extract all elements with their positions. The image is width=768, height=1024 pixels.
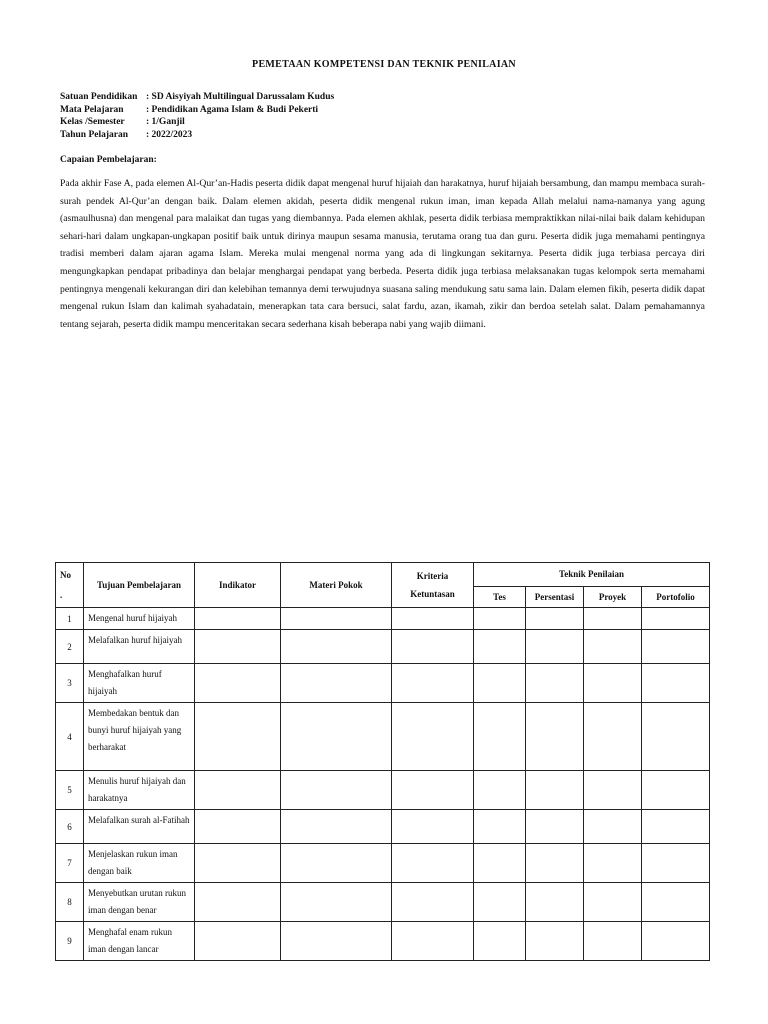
cell-kriteria	[392, 630, 474, 664]
cell-portofolio	[642, 883, 710, 922]
cell-presentasi	[526, 771, 584, 810]
table-row	[56, 810, 710, 844]
cell-presentasi	[526, 922, 584, 961]
cell-proyek	[584, 810, 642, 844]
table-row	[56, 883, 710, 922]
row-tujuan: Menghafalkan huruf hijaiyah	[84, 664, 195, 703]
row-tujuan: Melafalkan surah al-Fatihah	[84, 810, 195, 844]
cell-tes	[474, 844, 526, 883]
row-number: 6	[56, 810, 84, 844]
cell-materi	[281, 771, 392, 810]
cell-tes	[474, 608, 526, 630]
cell-materi	[281, 883, 392, 922]
cell-presentasi	[526, 883, 584, 922]
table-row	[56, 922, 710, 961]
row-tujuan: Menulis huruf hijaiyah dan harakatnya	[84, 771, 195, 810]
cell-proyek	[584, 922, 642, 961]
header-presentasi: Persentasi	[526, 586, 584, 607]
cell-proyek	[584, 771, 642, 810]
row-number: 1	[56, 608, 84, 630]
cell-proyek	[584, 703, 642, 771]
row-number: 2	[56, 630, 84, 664]
header-indikator: Indikator	[195, 563, 281, 608]
cell-portofolio	[642, 703, 710, 771]
page-title: PEMETAAN KOMPETENSI DAN TEKNIK PENILAIAN	[252, 59, 516, 70]
row-number: 7	[56, 844, 84, 883]
cell-portofolio	[642, 810, 710, 844]
cell-indikator	[195, 608, 281, 630]
row-tujuan: Menghafal enam rukun iman dengan lancar	[84, 922, 195, 961]
cell-materi	[281, 810, 392, 844]
row-tujuan: Melafalkan huruf hijaiyah	[84, 630, 195, 664]
cell-indikator	[195, 630, 281, 664]
meta-row-kelas	[60, 116, 334, 129]
table-row	[56, 703, 710, 771]
capaian-paragraph: Pada akhir Fase A, pada elemen Al-Qur’an-Hadis peserta didik dapat mengenal huruf hijaiah dan harakatnya, huruf hijaiah bersambung, dan mampu membaca surah-surah pendek Al-Qur’an dengan baik. Dalam elemen akidah, peserta didik mengenal rukun iman, iman kepada Allah melalui nama-namanya yang agung (asmaulhusna) dan mengenal para malaikat dan tugas yang diembannya. Pada elemen akhlak, peserta didik terbiasa mempraktikkan nilai-nilai baik dalam kehidupan sehari-hari dalam ungkapan-ungkapan positif baik untuk dirinya maupun sesama manusia, terutama orang tua dan guru. Peserta didik juga memahami pentingnya tradisi memberi dalam ajaran agama Islam. Mereka mulai mengenal norma yang ada di lingkungan sekitarnya. Peserta didik juga terbiasa percaya diri mengungkapkan pendapat pribadinya dan belajar menghargai pendapat yang berbeda. Peserta didik juga terbiasa melaksanakan tugas kelompok serta memahami pentingnya mengenali kekurangan diri dan kelebihan temannya demi terwujudnya suasana saling mendukung satu sama lain. Dalam elemen fikih, peserta didik dapat mengenal rukun Islam dan kalimah syahadatain, menerapkan tata cara bersuci, salat fardu, azan, ikamah, zikir dan berdoa setelah salat. Dalam pemahamannya tentang sejarah, peserta didik mampu menceritakan secara sederhana kisah beberapa nabi yang wajib diimani.	[60, 178, 705, 330]
meta-label: Satuan Pendidikan	[60, 92, 138, 102]
cell-materi	[281, 664, 392, 703]
header-no-dot: .	[60, 590, 63, 600]
meta-label: Mata Pelajaran	[60, 104, 124, 115]
row-tujuan: Menjelaskan rukun iman dengan baik	[84, 844, 195, 883]
cell-presentasi	[526, 664, 584, 703]
cell-tes	[474, 703, 526, 771]
table-row	[56, 608, 710, 630]
meta-value: : Pendidikan Agama Islam & Budi Pekerti	[146, 104, 319, 115]
cell-proyek	[584, 883, 642, 922]
header-no	[56, 563, 84, 608]
cell-tes	[474, 922, 526, 961]
cell-materi	[281, 922, 392, 961]
row-number: 8	[56, 883, 84, 922]
cell-indikator	[195, 810, 281, 844]
cell-indikator	[195, 922, 281, 961]
row-number: 3	[56, 664, 84, 703]
cell-indikator	[195, 771, 281, 810]
meta-label: Kelas /Semester	[60, 117, 125, 128]
cell-kriteria	[392, 844, 474, 883]
meta-row-tahun	[60, 129, 334, 142]
cell-tes	[474, 771, 526, 810]
cell-portofolio	[642, 844, 710, 883]
cell-presentasi	[526, 844, 584, 883]
document-meta	[60, 91, 334, 141]
cell-kriteria	[392, 883, 474, 922]
row-tujuan: Mengenal huruf hijaiyah	[84, 608, 195, 630]
cell-presentasi	[526, 703, 584, 771]
meta-label: Tahun Pelajaran	[60, 129, 129, 140]
table-row	[56, 664, 710, 703]
cell-kriteria	[392, 608, 474, 630]
cell-portofolio	[642, 630, 710, 664]
table-row	[56, 630, 710, 664]
header-tujuan: Tujuan Pembelajaran	[84, 563, 195, 608]
meta-value: : SD Aisyiyah Multilingual Darussalam Kudus	[146, 92, 335, 102]
cell-kriteria	[392, 922, 474, 961]
cell-indikator	[195, 664, 281, 703]
cell-presentasi	[526, 608, 584, 630]
assessment-table	[55, 562, 710, 961]
cell-proyek	[584, 664, 642, 703]
cell-indikator	[195, 883, 281, 922]
meta-row-mapel	[60, 104, 334, 117]
cell-indikator	[195, 844, 281, 883]
cell-tes	[474, 883, 526, 922]
header-proyek: Proyek	[584, 586, 642, 607]
meta-value: : 2022/2023	[146, 129, 193, 140]
cell-proyek	[584, 608, 642, 630]
table-row	[56, 844, 710, 883]
header-teknik: Teknik Penilaian	[474, 563, 710, 587]
cell-materi	[281, 703, 392, 771]
cell-portofolio	[642, 922, 710, 961]
row-number: 9	[56, 922, 84, 961]
row-tujuan: Membedakan bentuk dan bunyi huruf hijaiyah yang berharakat	[84, 703, 195, 771]
header-kriteria	[392, 563, 474, 608]
meta-row-satuan	[60, 91, 334, 104]
capaian-heading: Capaian Pembelajaran:	[60, 155, 157, 165]
cell-kriteria	[392, 664, 474, 703]
cell-kriteria	[392, 771, 474, 810]
cell-kriteria	[392, 810, 474, 844]
header-portofolio: Portofolio	[642, 586, 710, 607]
cell-proyek	[584, 844, 642, 883]
cell-tes	[474, 810, 526, 844]
row-number: 5	[56, 771, 84, 810]
cell-indikator	[195, 703, 281, 771]
header-kriteria-line1: Kriteria	[416, 571, 449, 581]
header-no-text: No	[60, 570, 71, 580]
cell-proyek	[584, 630, 642, 664]
header-kriteria-line2: Ketuntasan	[410, 589, 455, 599]
cell-materi	[281, 608, 392, 630]
header-tes: Tes	[474, 586, 526, 607]
table-row	[56, 771, 710, 810]
cell-materi	[281, 630, 392, 664]
cell-portofolio	[642, 771, 710, 810]
cell-tes	[474, 664, 526, 703]
row-number: 4	[56, 703, 84, 771]
cell-portofolio	[642, 664, 710, 703]
row-tujuan: Menyebutkan urutan rukun iman dengan benar	[84, 883, 195, 922]
cell-portofolio	[642, 608, 710, 630]
cell-materi	[281, 844, 392, 883]
cell-presentasi	[526, 630, 584, 664]
header-materi: Materi Pokok	[281, 563, 392, 608]
cell-presentasi	[526, 810, 584, 844]
meta-value: : 1/Ganjil	[146, 117, 185, 128]
cell-tes	[474, 630, 526, 664]
cell-kriteria	[392, 703, 474, 771]
